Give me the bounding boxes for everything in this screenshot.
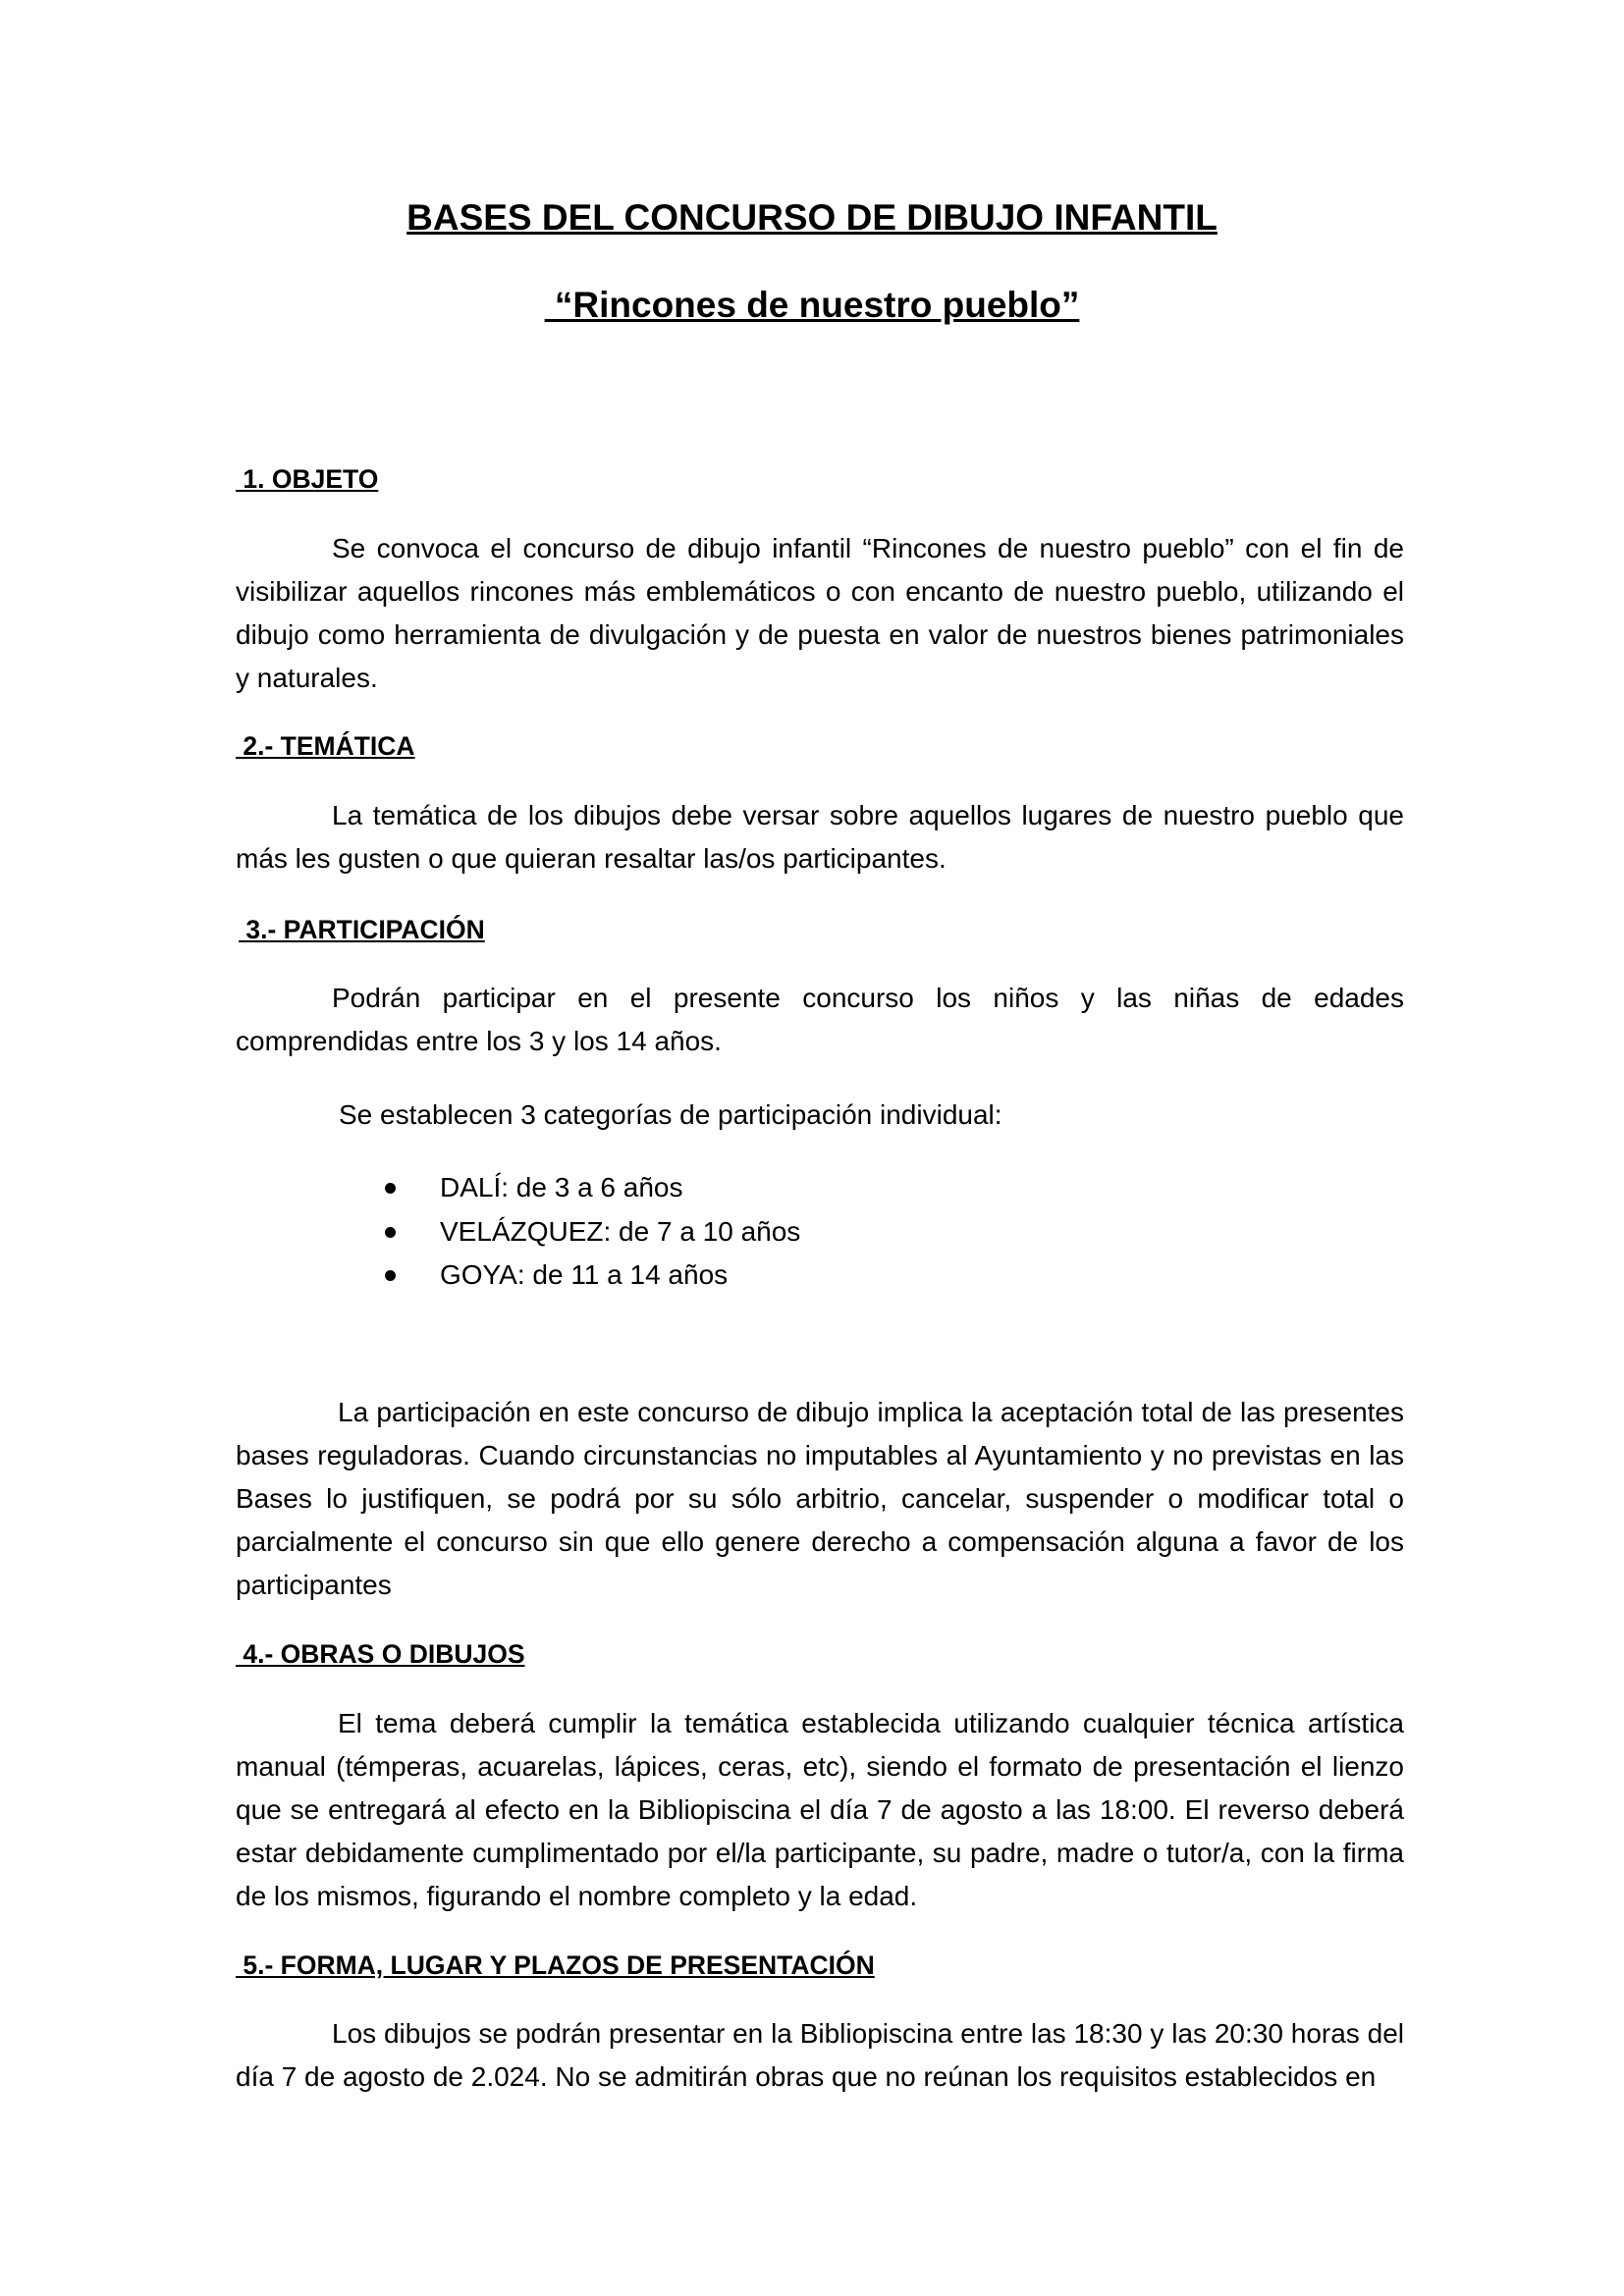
document-subtitle: “Rincones de nuestro pueblo”	[544, 285, 1080, 325]
section-paragraph-tematica: La temática de los dibujos debe versar sobre aquellos lugares de nuestro pueblo que más les gusten o que quieran resaltar las/os participantes.	[236, 800, 1404, 874]
section-paragraph-obras: El tema deberá cumplir la temática establecida utilizando cualquier técnica artística manual (témperas, acuarelas, lápices, ceras, etc), siendo el formato de presentación el lienzo que se entregará al efecto en la Bibliopiscina el día 7 de agosto a las 18:00. El reverso deberá estar debidamente cumplimentado por el/la participante, su padre, madre o tutor/a, con la firma de los mismos, figurando el nombre completo y la edad.	[236, 1708, 1404, 1911]
section-paragraph-participacion-2: La participación en este concurso de dibujo implica la aceptación total de las presentes bases reguladoras. Cuando circunstancias no imputables al Ayuntamiento y no previstas en las Bases lo justifiquen, se podrá por su sólo arbitrio, cancelar, suspender o modificar total o parcialmente el concurso sin que ello genere derecho a compensación alguna a favor de los participantes	[236, 1397, 1404, 1600]
section-paragraph-objeto: Se convoca el concurso de dibujo infantil “Rincones de nuestro pueblo” con el fin de visibilizar aquellos rincones más emblemáticos o con encanto de nuestro pueblo, utilizando el dibujo como herramienta de divulgación y de puesta en valor de nuestros bienes patrimoniales y naturales.	[236, 533, 1404, 693]
section-heading-obras: 4.- OBRAS O DIBUJOS	[236, 1639, 525, 1669]
section-paragraph-participacion-1: Podrán participar en el presente concurso los niños y las niñas de edades comprendidas entre los 3 y los 14 años.	[236, 983, 1404, 1056]
category-list	[385, 1166, 800, 1298]
bullet-icon	[385, 1270, 396, 1281]
section-heading-participacion: 3.- PARTICIPACIÓN	[239, 915, 485, 944]
section-heading-tematica: 2.- TEMÁTICA	[236, 731, 415, 761]
list-item: DALÍ: de 3 a 6 años	[385, 1166, 800, 1210]
list-item: VELÁZQUEZ: de 7 a 10 años	[385, 1210, 800, 1255]
document-title: BASES DEL CONCURSO DE DIBUJO INFANTIL	[406, 197, 1218, 238]
section-heading-presentacion: 5.- FORMA, LUGAR Y PLAZOS DE PRESENTACIÓN	[236, 1950, 875, 1980]
list-item: GOYA: de 11 a 14 años	[385, 1254, 800, 1298]
bullet-icon	[385, 1227, 396, 1238]
categories-intro: Se establecen 3 categorías de participación individual:	[339, 1099, 1002, 1130]
section-heading-objeto: 1. OBJETO	[236, 464, 379, 494]
bullet-icon	[385, 1183, 396, 1194]
section-paragraph-presentacion: Los dibujos se podrán presentar en la Bibliopiscina entre las 18:30 y las 20:30 horas del día 7 de agosto de 2.024. No se admitirán obras que no reúnan los requisitos establecidos en	[236, 2018, 1404, 2092]
